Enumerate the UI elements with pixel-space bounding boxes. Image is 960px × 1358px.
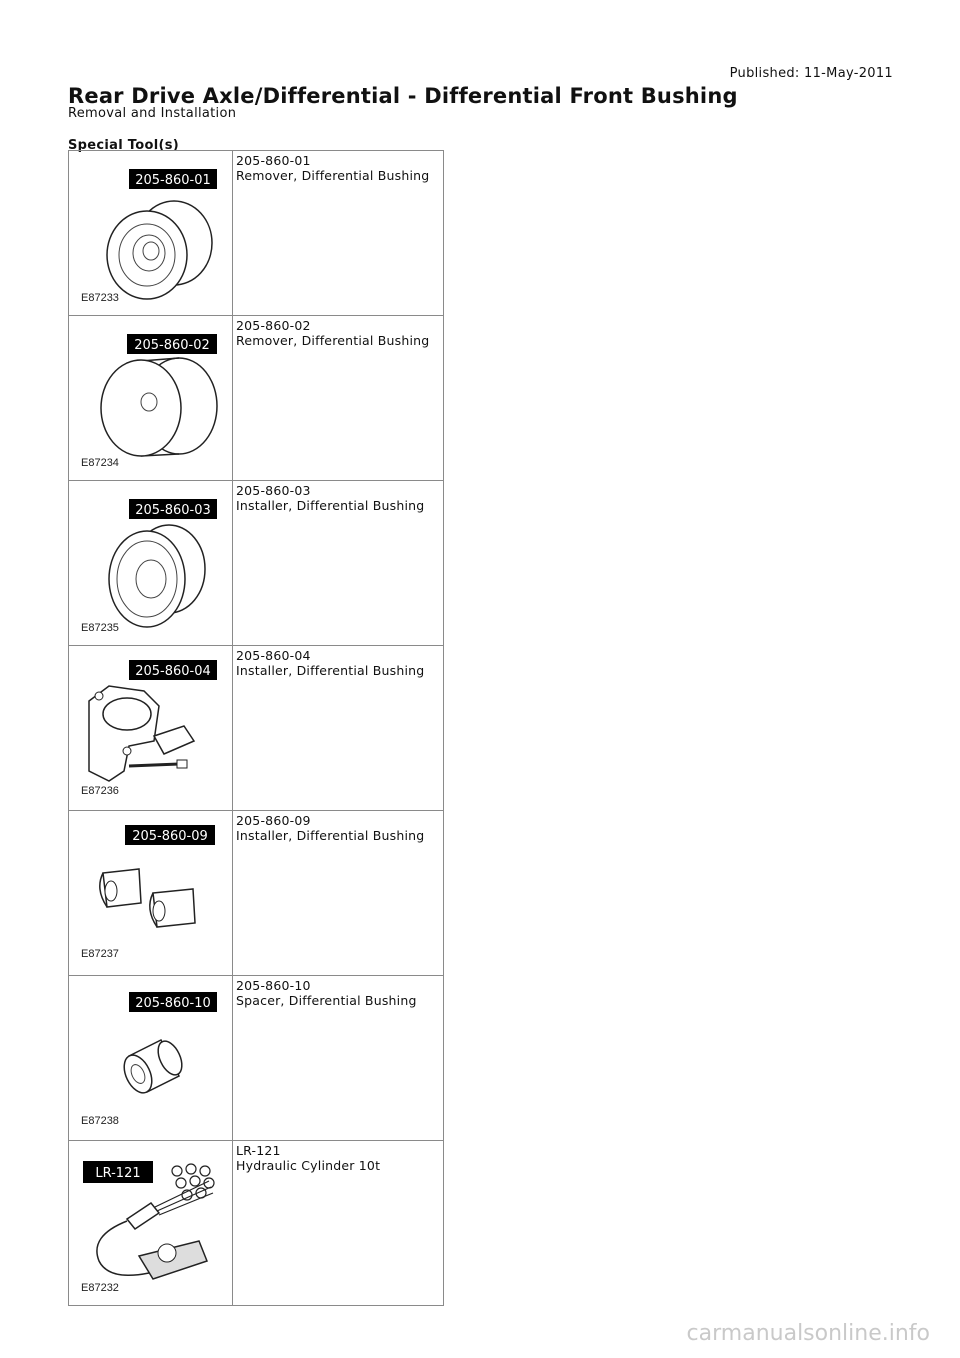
figure-code: E87233 [81,292,119,304]
tool-number: 205-860-10 [236,978,311,993]
tool-illustration [69,481,233,646]
tool-description: Hydraulic Cylinder 10t [236,1158,381,1173]
table-row [69,481,444,646]
tool-details [233,976,444,1141]
tool-illustration [69,316,233,481]
tool-description: Installer, Differential Bushing [236,663,425,678]
installer-ring-icon [69,481,232,643]
tool-details [233,811,444,976]
tool-details [233,316,444,481]
tool-tag: 205-860-01 [135,173,211,188]
figure-code: E87236 [81,785,119,797]
tool-description: Remover, Differential Bushing [236,168,430,183]
figure-code: E87237 [81,948,119,960]
installer-clamp-icon [69,646,232,808]
remover-sleeve-icon [69,316,232,478]
hydraulic-cylinder-icon [69,1141,232,1303]
tool-number: 205-860-09 [236,813,311,828]
tool-details [233,646,444,811]
tool-illustration [69,976,233,1141]
tool-illustration [69,811,233,976]
tool-description: Installer, Differential Bushing [236,828,425,843]
tool-illustration [69,151,233,316]
tool-tag: 205-860-09 [132,829,208,844]
table-row [69,151,444,316]
watermark: carmanualsonline.info [686,1321,930,1346]
tool-number: 205-860-02 [236,318,311,333]
page-title: Rear Drive Axle/Differential - Differential Front Bushing [68,84,738,108]
tool-details [233,1141,444,1306]
special-tools-table [68,150,444,1306]
tool-tag: 205-860-02 [134,338,210,353]
tool-illustration [69,1141,233,1306]
special-tools-heading: Special Tool(s) [68,138,179,153]
tool-description: Spacer, Differential Bushing [236,993,417,1008]
figure-code: E87238 [81,1115,119,1127]
remover-cup-icon [69,151,232,313]
page-subtitle: Removal and Installation [68,106,237,121]
table-row [69,811,444,976]
tool-number: 205-860-04 [236,648,311,663]
table-row [69,646,444,811]
table-row [69,316,444,481]
tool-illustration [69,646,233,811]
tool-number: 205-860-01 [236,153,311,168]
figure-code: E87235 [81,622,119,634]
tool-tag: 205-860-10 [135,996,211,1011]
tool-number: LR-121 [236,1143,281,1158]
spacer-cylinder-icon [69,976,232,1138]
table-row [69,1141,444,1306]
tool-number: 205-860-03 [236,483,311,498]
figure-code: E87234 [81,457,119,469]
tool-details [233,151,444,316]
tool-description: Installer, Differential Bushing [236,498,425,513]
installer-blocks-icon [69,811,232,973]
figure-code: E87232 [81,1282,119,1294]
table-row [69,976,444,1141]
tool-tag: 205-860-03 [135,503,211,518]
tool-tag: 205-860-04 [135,664,211,679]
tool-description: Remover, Differential Bushing [236,333,430,348]
published-date: Published: 11-May-2011 [729,66,893,81]
tool-details [233,481,444,646]
tool-tag: LR-121 [95,1166,141,1181]
